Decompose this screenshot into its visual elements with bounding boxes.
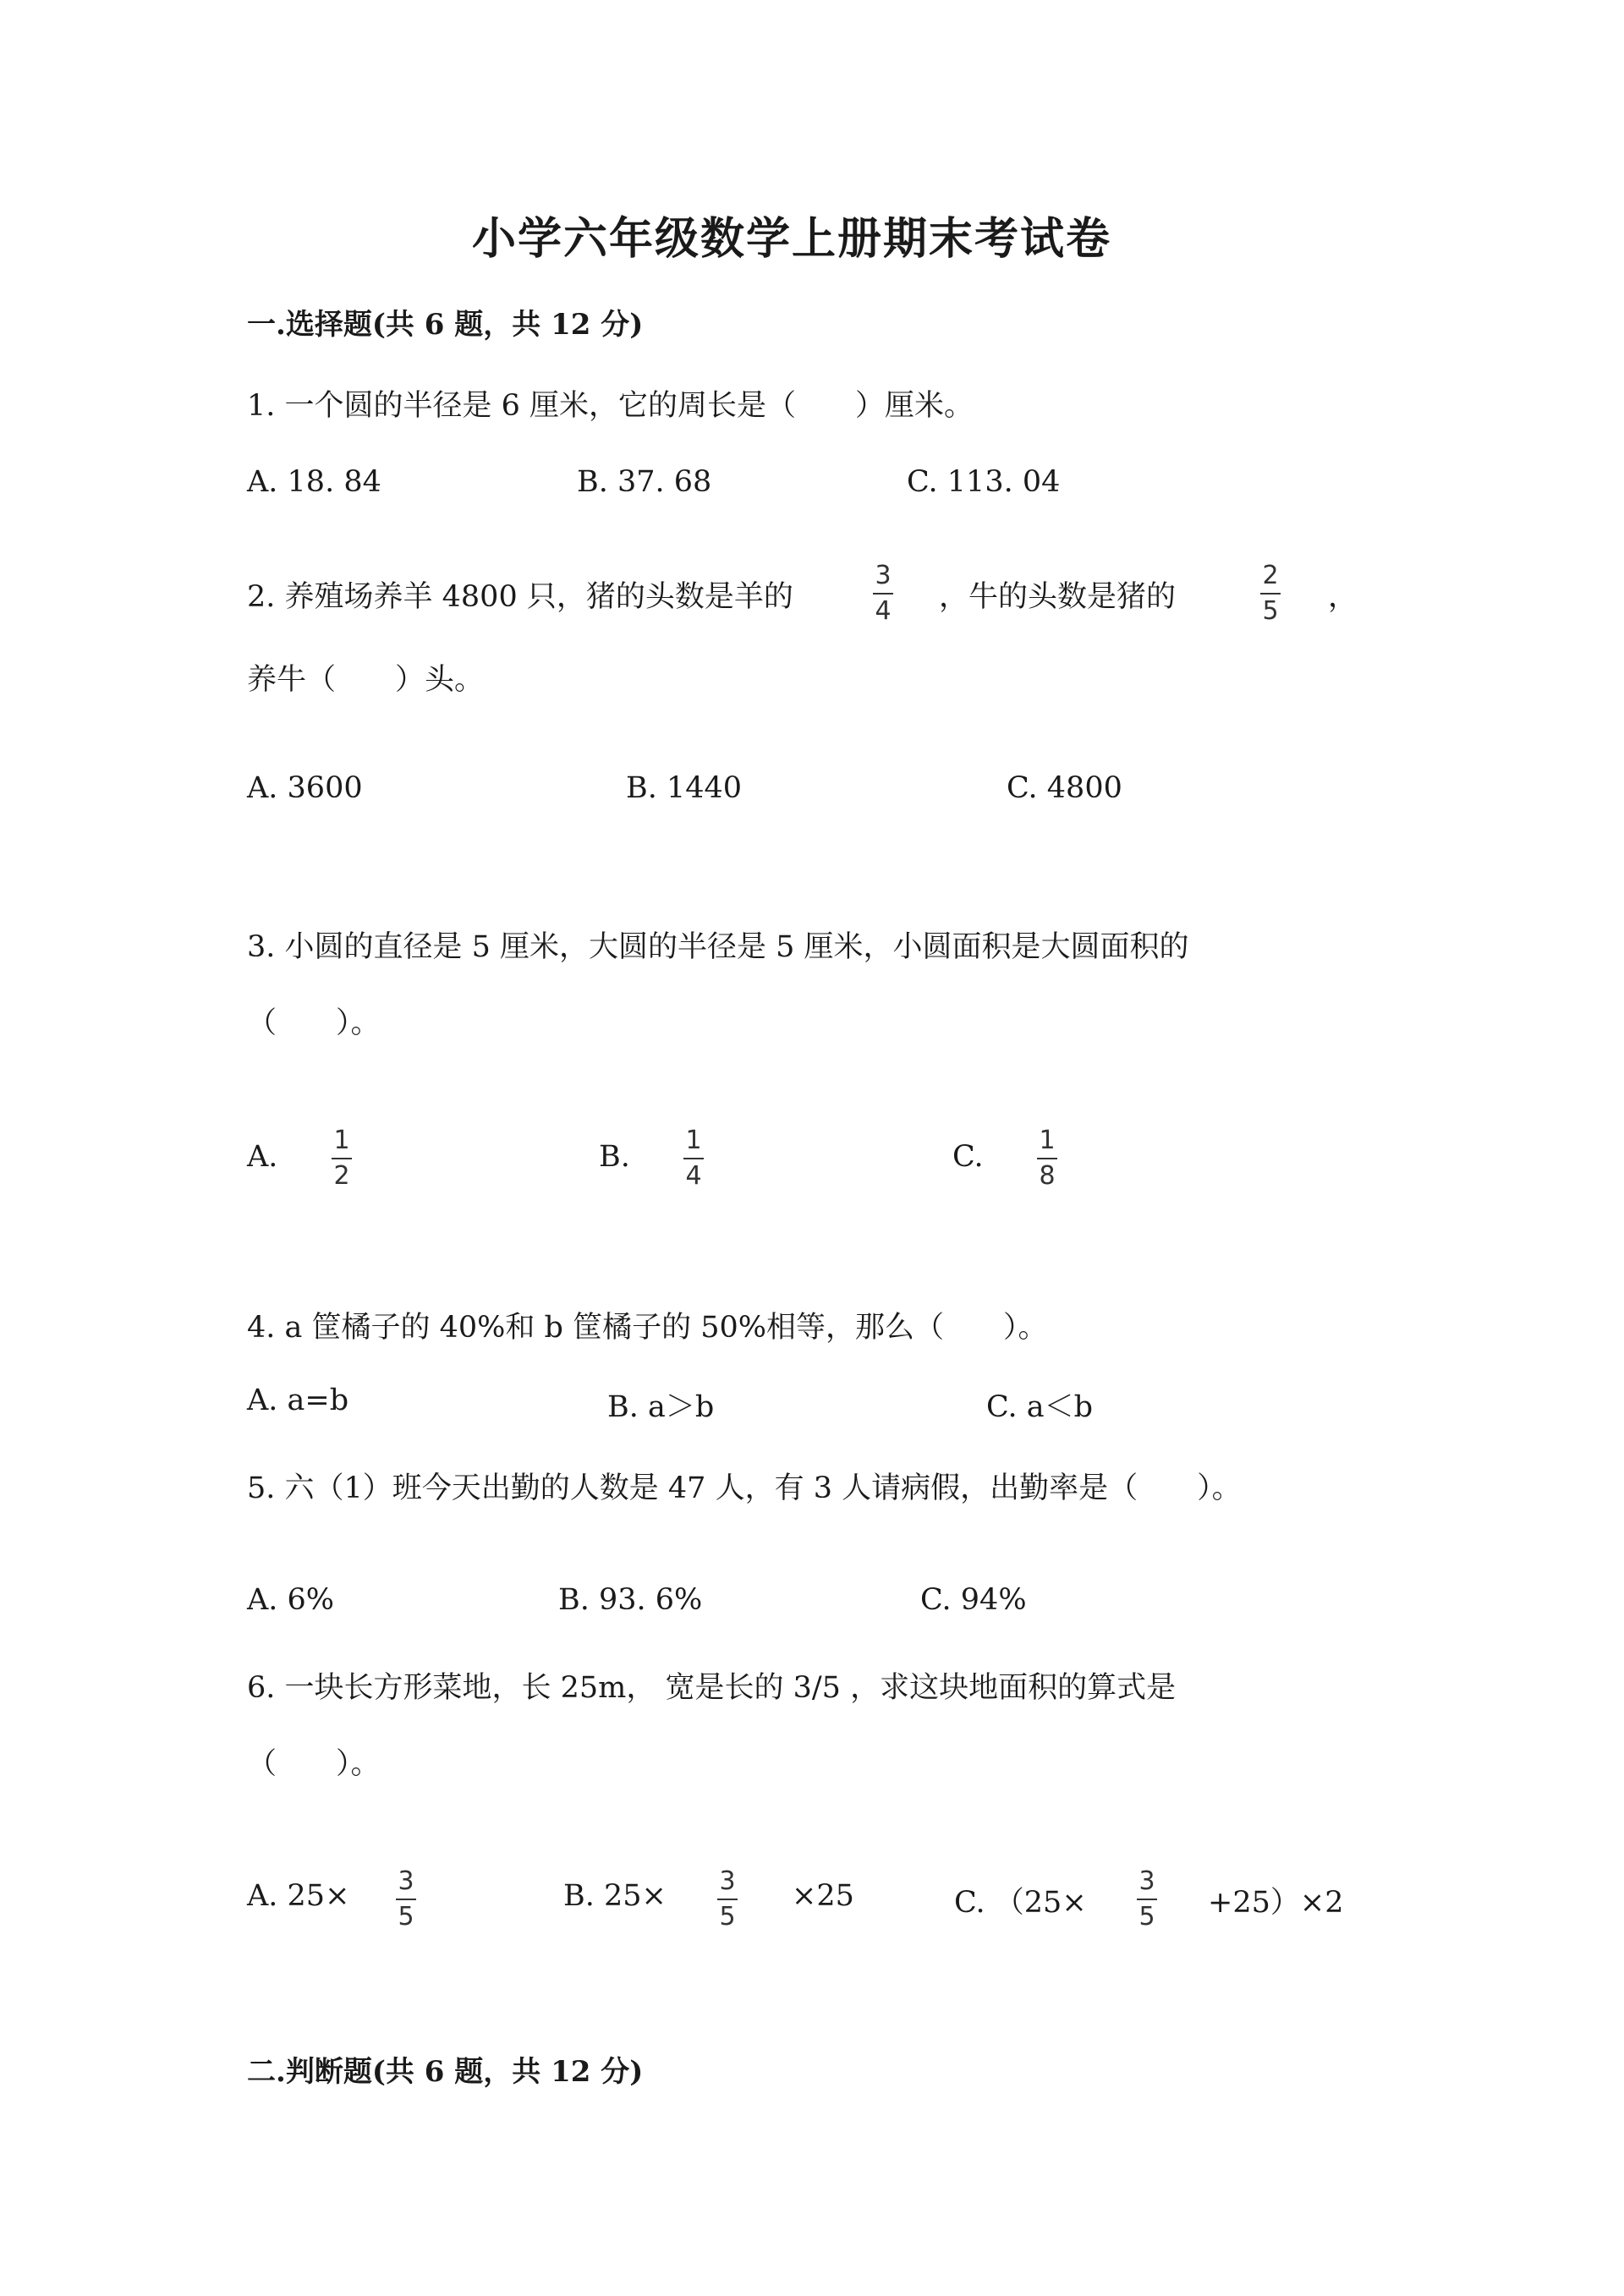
question-4-text: 4. a 筐橘子的 40%和 b 筐橘子的 50%相等，那么（ ）。 (247, 1311, 1048, 1345)
question-3-option-c-label: C. (952, 1140, 984, 1174)
question-6-option-c-pre: C. （25× (954, 1886, 1087, 1920)
fraction-denominator: 2 (333, 1161, 350, 1191)
question-1-option-b: B. 37. 68 (577, 465, 712, 499)
question-3-text: 3. 小圆的直径是 5 厘米，大圆的半径是 5 厘米，小圆面积是大圆面积的 (247, 930, 1189, 964)
question-6-option-a-pre: A. 25× (247, 1879, 350, 1913)
question-3-option-a-fraction (332, 1128, 352, 1189)
fraction-numerator: 1 (333, 1126, 350, 1155)
question-3-option-a-label: A. (247, 1140, 278, 1174)
question-4-option-a: A. a=b (247, 1384, 349, 1417)
question-4-option-b: B. a＞b (607, 1390, 715, 1424)
fraction-denominator: 5 (398, 1902, 414, 1932)
fraction-bar (396, 1899, 416, 1900)
section-heading-judgment: 二.判断题(共 6 题，共 12 分) (247, 2055, 644, 2089)
question-6-option-c-post: +25）×2 (1208, 1886, 1344, 1920)
fraction-bar (1137, 1899, 1157, 1900)
question-2-text-line2: 养牛（ ）头。 (247, 663, 485, 697)
question-5-option-c: C. 94% (920, 1583, 1027, 1617)
fraction-denominator: 5 (719, 1902, 736, 1932)
question-1-option-c: C. 113. 04 (907, 465, 1061, 499)
fraction-bar (1260, 593, 1281, 595)
question-3-option-b-label: B. (599, 1140, 630, 1174)
question-3-option-b-fraction (683, 1128, 704, 1189)
question-5-text: 5. 六（1）班今天出勤的人数是 47 人，有 3 人请病假，出勤率是（ ）。 (247, 1471, 1242, 1505)
fraction-bar (1037, 1158, 1057, 1159)
question-2-text-b: ，牛的头数是猪的 (939, 580, 1177, 614)
fraction-bar (332, 1158, 352, 1159)
question-6-option-b-pre: B. 25× (563, 1879, 667, 1913)
fraction-numerator: 3 (719, 1866, 736, 1896)
fraction-numerator: 3 (1138, 1866, 1155, 1896)
question-6-option-a-fraction (396, 1866, 416, 1932)
question-3-option-c-fraction (1037, 1128, 1057, 1189)
question-2-option-b: B. 1440 (626, 771, 743, 805)
page-title: 小学六年级数学上册期末考试卷 (472, 213, 1112, 265)
fraction-denominator: 5 (1262, 596, 1279, 626)
fraction-numerator: 1 (685, 1126, 702, 1155)
fraction-numerator: 3 (875, 561, 892, 590)
question-2-option-c: C. 4800 (1007, 771, 1122, 805)
question-6-text: 6. 一块长方形菜地，长 25m， 宽是长的 3/5 ，求这块地面积的算式是 (247, 1671, 1177, 1705)
fraction-bar (683, 1158, 704, 1159)
fraction-denominator: 4 (685, 1161, 702, 1191)
question-2-text-c: ， (1328, 580, 1358, 614)
question-3-text-line2: （ ）。 (247, 1006, 381, 1040)
question-6-option-b-fraction (717, 1866, 738, 1932)
question-2-fraction-2 (1260, 563, 1281, 624)
fraction-numerator: 1 (1039, 1126, 1056, 1155)
fraction-bar (873, 593, 893, 595)
section-heading-choice: 一.选择题(共 6 题，共 12 分) (247, 308, 644, 342)
fraction-bar (717, 1899, 738, 1900)
question-2-option-a: A. 3600 (247, 771, 363, 805)
question-5-option-a: A. 6% (247, 1583, 335, 1617)
fraction-numerator: 3 (398, 1866, 414, 1896)
fraction-denominator: 5 (1138, 1902, 1155, 1932)
fraction-numerator: 2 (1262, 561, 1279, 590)
question-6-option-c-fraction (1137, 1866, 1157, 1932)
question-4-option-c: C. a＜b (986, 1390, 1094, 1424)
question-1-option-a: A. 18. 84 (247, 465, 381, 499)
fraction-denominator: 8 (1039, 1161, 1056, 1191)
question-2-fraction-1 (873, 563, 893, 624)
question-6-text-line2: （ ）。 (247, 1747, 381, 1781)
fraction-denominator: 4 (875, 596, 892, 626)
question-2-text-a: 2. 养殖场养羊 4800 只，猪的头数是羊的 (247, 580, 793, 614)
question-5-option-b: B. 93. 6% (558, 1583, 703, 1617)
question-6-option-b-post: ×25 (792, 1879, 854, 1913)
question-1-text: 1. 一个圆的半径是 6 厘米，它的周长是（ ）厘米。 (247, 389, 974, 423)
